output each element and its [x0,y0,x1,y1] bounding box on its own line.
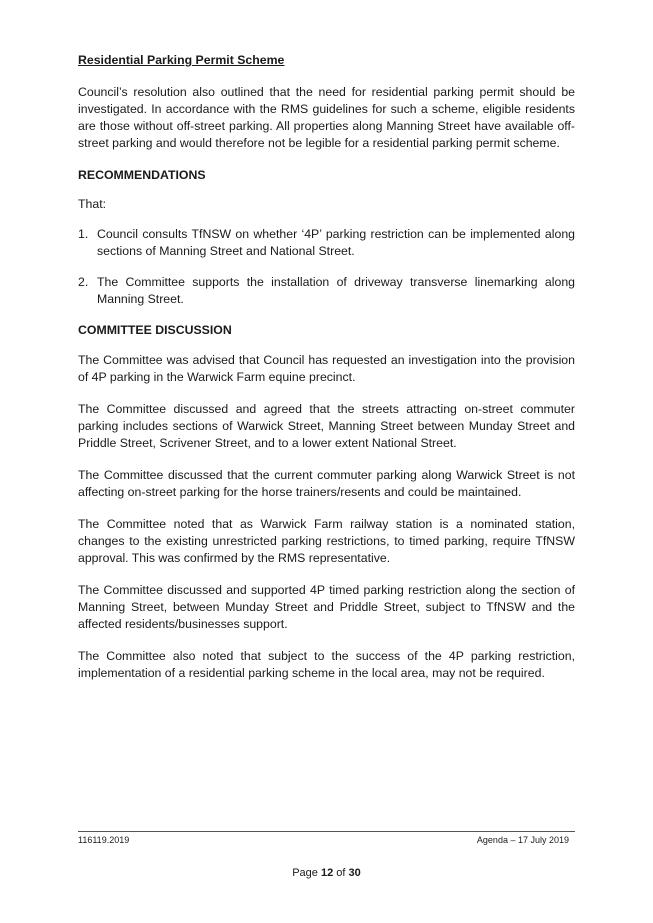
footer-divider [78,831,575,832]
footer-agenda: Agenda – 17 July 2019 [476,835,569,845]
discussion-paragraph: The Committee was advised that Council has requested an investigation into the provision of 4P parking in the Warwick Farm equine precinct. [78,353,575,384]
recommendation-text: The Committee supports the installation of driveway transverse linemarking along Manning Street. [97,275,575,306]
footer-reference: 116119.2019 [78,835,130,845]
intro-paragraph: Council’s resolution also outlined that the need for residential parking permit should be investigated. In accordance with the RMS guidelines for such a scheme, eligible residents are those without off-street parking. All properties along Manning Street have available off-street parking and would therefore not be legible for a residential parking permit scheme. [78,85,575,150]
recommendation-item [78,274,575,308]
discussion-paragraph: The Committee discussed and supported 4P timed parking restriction along the section of Manning Street, between Munday Street and Priddle Street, subject to TfNSW and the affected residents/businesses support. [78,583,575,631]
discussion-paragraph: The Committee noted that as Warwick Farm railway station is a nominated station, changes to the existing unrestricted parking restrictions, to timed parking, require TfNSW approval. This was confirmed by the RMS representative. [78,517,575,565]
document-body [78,52,575,697]
discussion-paragraph: The Committee discussed that the current commuter parking along Warwick Street is not affecting on-street parking for the horse trainers/resents and could be maintained. [78,468,575,499]
recommendation-number: 1. [78,227,89,241]
recommendation-text: Council consults TfNSW on whether ‘4P’ parking restriction can be implemented along sections of Manning Street and National Street. [97,227,575,258]
page-number-prefix: Page [292,867,318,879]
page-number-separator: of [336,867,346,879]
recommendations-heading: RECOMMENDATIONS [78,168,206,182]
page-number-total: 30 [348,867,361,879]
that-label: That: [78,197,107,211]
discussion-paragraph: The Committee also noted that subject to the success of the 4P parking restriction, implementation of a residential parking scheme in the local area, may not be required. [78,649,575,680]
footer-row [78,833,575,847]
discussion-paragraph: The Committee discussed and agreed that the streets attracting on-street commuter parking includes sections of Warwick Street, Manning Street between Munday Street and Priddle Street, Scrivener Street, and to a lower extent National Street. [78,402,575,450]
section-heading: Residential Parking Permit Scheme [78,53,285,67]
page-number [0,866,653,880]
page-number-current: 12 [320,867,334,879]
recommendation-item [78,226,575,260]
discussion-heading: COMMITTEE DISCUSSION [78,323,232,337]
recommendation-number: 2. [78,275,89,289]
recommendations-list [78,226,575,308]
page-footer [78,831,575,847]
